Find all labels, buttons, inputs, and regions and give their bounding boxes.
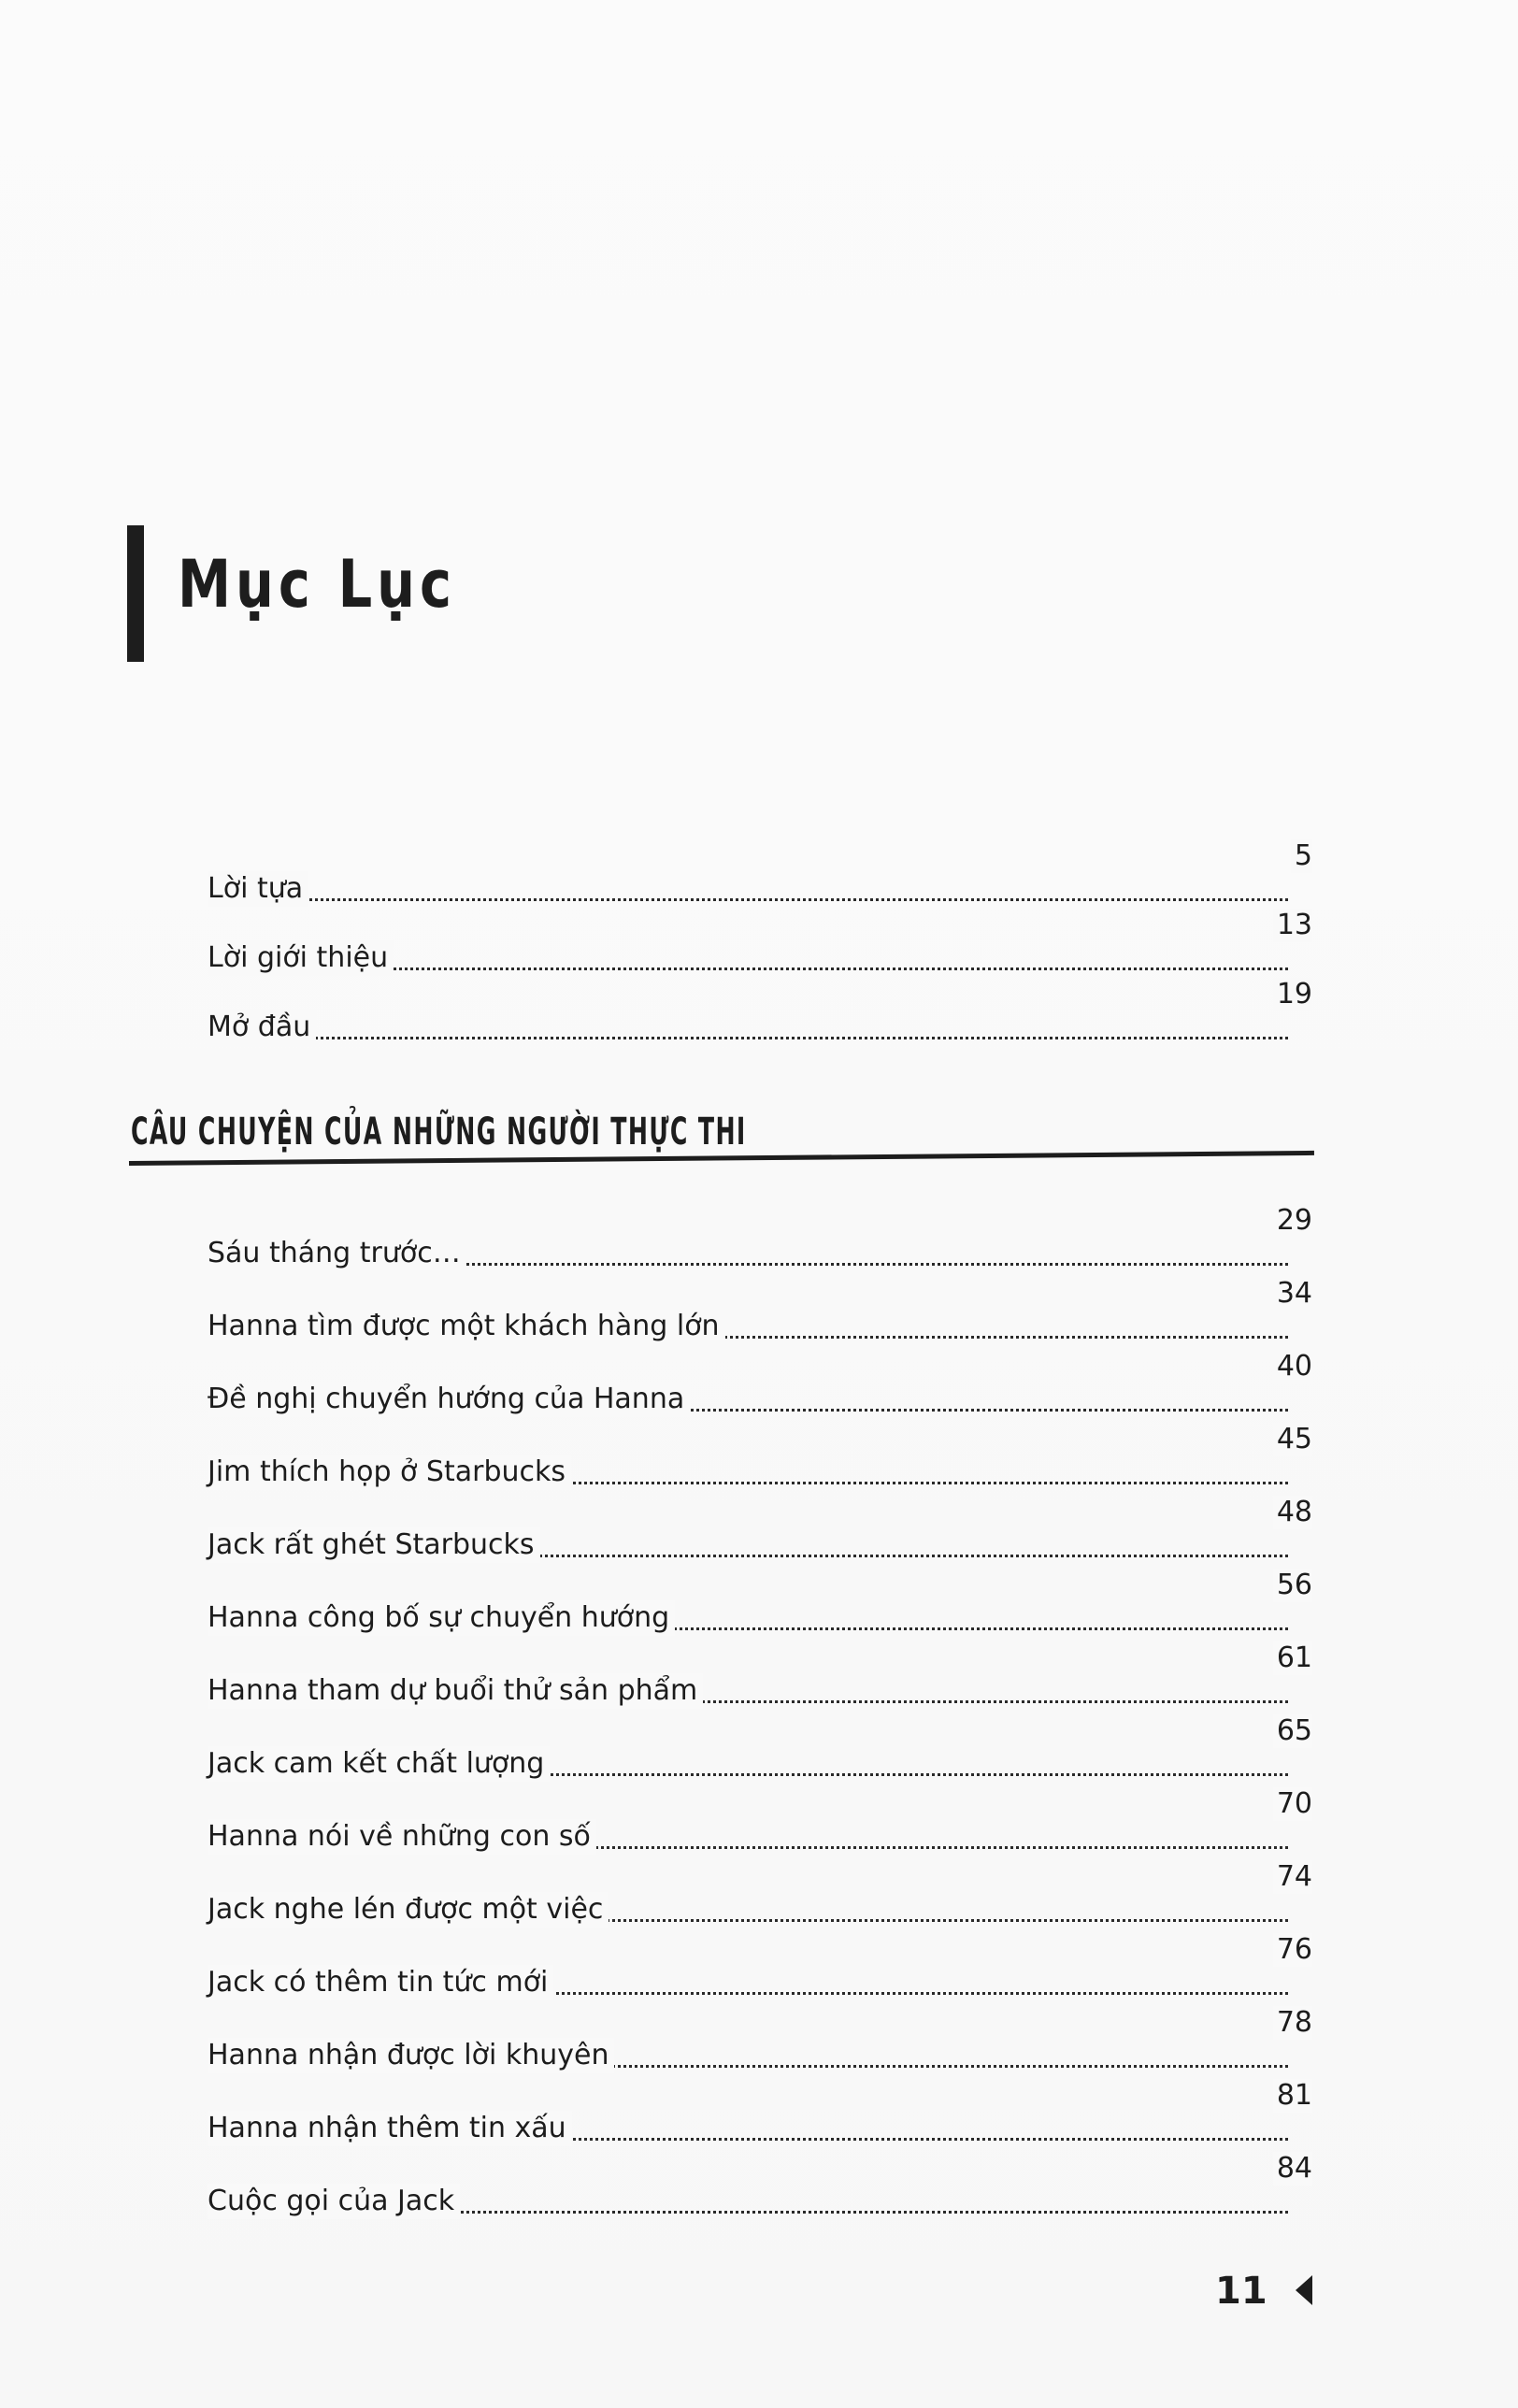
toc-entry-page: 5 [1291,839,1312,873]
page-title: Mục Lục [178,546,456,623]
toc-entry[interactable] [208,1787,1312,1855]
toc-entry-title: Jack nghe lén được một việc [208,1892,609,1928]
toc-entry[interactable] [208,1204,1312,1271]
toc-entry[interactable] [208,2079,1312,2146]
toc-entry-title: Hanna tìm được một khách hàng lớn [208,1309,725,1344]
toc-entry-title: Cuộc gọi của Jack [208,2184,460,2219]
toc-entry[interactable] [208,1496,1312,1563]
toc-entry[interactable] [208,909,1312,976]
toc-entry[interactable] [208,1933,1312,2000]
toc-entry[interactable] [208,978,1312,1045]
toc-entry[interactable] [208,1423,1312,1490]
toc-entry-title: Mở đầu [208,1010,316,1045]
section-heading: CÂU CHUYỆN CỦA NHỮNG NGƯỜI THỰC THI [131,1111,747,1154]
toc-entry-page: 19 [1273,978,1312,1011]
toc-entry-page: 34 [1273,1277,1312,1311]
toc-entry-title: Hanna nhận được lời khuyên [208,2038,614,2073]
toc-entry-title: Sáu tháng trước… [208,1236,466,1271]
toc-entry[interactable] [208,1860,1312,1928]
toc-entry-title: Jack cam kết chất lượng [208,1746,550,1782]
toc-entry-page: 76 [1273,1933,1312,1967]
toc-entry[interactable] [208,1569,1312,1636]
dot-leader [208,1037,1288,1039]
page-number: 11 [1215,2270,1267,2313]
toc-entry[interactable] [208,2006,1312,2073]
toc-entry-page: 45 [1273,1423,1312,1456]
toc-entry-page: 81 [1273,2079,1312,2113]
toc-entry-page: 48 [1273,1496,1312,1529]
left-triangle-icon [1294,2273,1314,2307]
dot-leader [208,898,1288,901]
toc-entry[interactable] [208,1714,1312,1782]
toc-entry[interactable] [208,1350,1312,1417]
toc-entry-page: 70 [1273,1787,1312,1821]
toc-entry[interactable] [208,839,1312,907]
toc-entry-title: Jim thích họp ở Starbucks [208,1455,571,1490]
toc-entry-page: 29 [1273,1204,1312,1238]
toc-entry-page: 65 [1273,1714,1312,1748]
toc-entry[interactable] [208,1641,1312,1709]
toc-entry-page: 74 [1273,1860,1312,1894]
toc-entry-page: 61 [1273,1641,1312,1675]
toc-entry-title: Jack rất ghét Starbucks [208,1527,540,1563]
toc-entry-title: Lời giới thiệu [208,940,394,976]
toc-entry-title: Hanna tham dự buổi thử sản phẩm [208,1673,703,1709]
toc-entry-title: Hanna nhận thêm tin xấu [208,2111,572,2146]
toc-entry-title: Đề nghị chuyển hướng của Hanna [208,1382,690,1417]
toc-entry-page: 84 [1273,2152,1312,2186]
toc-entry-title: Hanna công bố sự chuyển hướng [208,1600,675,1636]
toc-entry-page: 56 [1273,1569,1312,1602]
toc-entry-title: Jack có thêm tin tức mới [208,1965,553,2000]
toc-entry-page: 13 [1273,909,1312,942]
toc-entry-title: Hanna nói về những con số [208,1819,596,1855]
toc-entry[interactable] [208,2152,1312,2219]
toc-entry[interactable] [208,1277,1312,1344]
title-accent-bar [127,525,144,662]
toc-entry-title: Lời tựa [208,871,308,907]
toc-entry-page: 40 [1273,1350,1312,1383]
toc-entry-page: 78 [1273,2006,1312,2040]
